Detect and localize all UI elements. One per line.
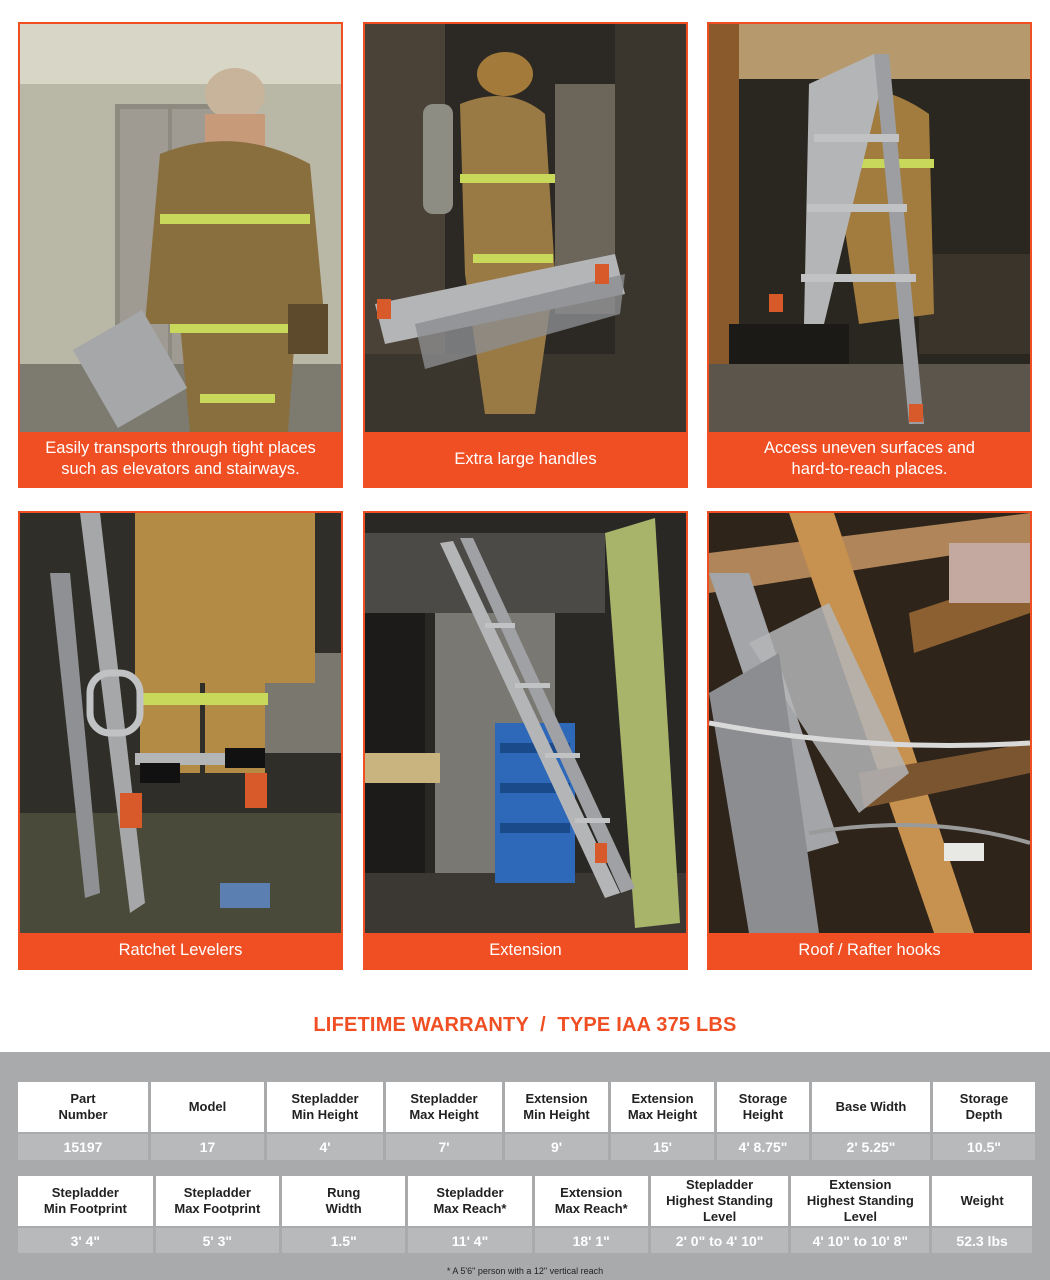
- warranty-heading: LIFETIME WARRANTY / TYPE IAA 375 LBS: [313, 1014, 737, 1036]
- caption-rafter-hooks: [709, 933, 1030, 968]
- header-part-number: Part Number: [18, 1082, 148, 1132]
- caption-access: [709, 432, 1030, 486]
- caption-extension: [365, 933, 686, 968]
- header-stepladder-min-footprint: Stepladder Min Footprint: [18, 1176, 153, 1226]
- header-extension-max-reach: Extension Max Reach*: [535, 1176, 648, 1226]
- photo-extension-ladder: [365, 513, 686, 933]
- header-stepladder-min-height: Stepladder Min Height: [267, 1082, 383, 1132]
- caption-transport: [20, 432, 341, 486]
- caption-line: Extra large handles: [454, 449, 597, 468]
- spec-header-row: [18, 1082, 1035, 1132]
- value-base-width: 2' 5.25": [812, 1132, 930, 1160]
- value-storage-height: 4' 8.75": [717, 1132, 809, 1160]
- photo-rafter-hooks: [709, 513, 1030, 933]
- spec-table-1: [15, 1082, 1038, 1160]
- value-stepladder-min-height: 4': [267, 1132, 383, 1160]
- header-storage-depth: Storage Depth: [933, 1082, 1035, 1132]
- caption-line: hard-to-reach places.: [791, 460, 948, 478]
- caption-line: Ratchet Levelers: [118, 941, 243, 959]
- spec-table-2: [15, 1176, 1035, 1253]
- feature-card-access: [707, 22, 1032, 488]
- value-storage-depth: 10.5": [933, 1132, 1035, 1160]
- feature-card-transport: [18, 22, 343, 488]
- header-extension-min-height: Extension Min Height: [505, 1082, 608, 1132]
- reach-footnote: * A 5'6" person with a 12" vertical reach: [446, 1266, 604, 1276]
- caption-line: Access uneven surfaces and: [764, 439, 975, 457]
- caption-line: such as elevators and stairways.: [61, 460, 300, 478]
- caption-line: Extension: [489, 941, 562, 959]
- value-rung-width: 1.5": [282, 1226, 405, 1253]
- header-stepladder-highest-standing: Stepladder Highest Standing Level: [651, 1176, 789, 1226]
- caption-line: Easily transports through tight places: [45, 439, 316, 457]
- value-extension-min-height: 9': [505, 1132, 608, 1160]
- header-weight: Weight: [932, 1176, 1032, 1226]
- header-base-width: Base Width: [812, 1082, 930, 1132]
- caption-handles: [365, 432, 686, 486]
- spec-value-row: [18, 1132, 1035, 1160]
- photo-firefighter-elevator: [20, 24, 341, 432]
- feature-card-levelers: [18, 511, 343, 970]
- header-stepladder-max-height: Stepladder Max Height: [386, 1082, 502, 1132]
- caption-levelers: [20, 933, 341, 968]
- value-model: 17: [151, 1132, 264, 1160]
- header-storage-height: Storage Height: [717, 1082, 809, 1132]
- header-stepladder-max-footprint: Stepladder Max Footprint: [156, 1176, 279, 1226]
- photo-firefighter-stepladder: [709, 24, 1030, 432]
- value-stepladder-max-reach: 11' 4": [408, 1226, 531, 1253]
- header-rung-width: Rung Width: [282, 1176, 405, 1226]
- header-model: Model: [151, 1082, 264, 1132]
- photo-ratchet-levelers: [20, 513, 341, 933]
- header-extension-max-height: Extension Max Height: [611, 1082, 714, 1132]
- value-stepladder-max-height: 7': [386, 1132, 502, 1160]
- value-stepladder-max-footprint: 5' 3": [156, 1226, 279, 1253]
- feature-card-handles: [363, 22, 688, 488]
- header-extension-highest-standing: Extension Highest Standing Level: [791, 1176, 929, 1226]
- value-stepladder-highest-standing: 2' 0" to 4' 10": [651, 1226, 789, 1253]
- value-part-number: 15197: [18, 1132, 148, 1160]
- value-stepladder-min-footprint: 3' 4": [18, 1226, 153, 1253]
- caption-line: Roof / Rafter hooks: [798, 941, 941, 959]
- value-extension-max-height: 15': [611, 1132, 714, 1160]
- spec-value-row: [18, 1226, 1032, 1253]
- spec-header-row: [18, 1176, 1032, 1226]
- value-extension-highest-standing: 4' 10" to 10' 8": [791, 1226, 929, 1253]
- photo-firefighter-burned-room: [365, 24, 686, 432]
- feature-card-extension: [363, 511, 688, 970]
- header-stepladder-max-reach: Stepladder Max Reach*: [408, 1176, 531, 1226]
- value-weight: 52.3 lbs: [932, 1226, 1032, 1253]
- value-extension-max-reach: 18' 1": [535, 1226, 648, 1253]
- feature-card-rafter-hooks: [707, 511, 1032, 970]
